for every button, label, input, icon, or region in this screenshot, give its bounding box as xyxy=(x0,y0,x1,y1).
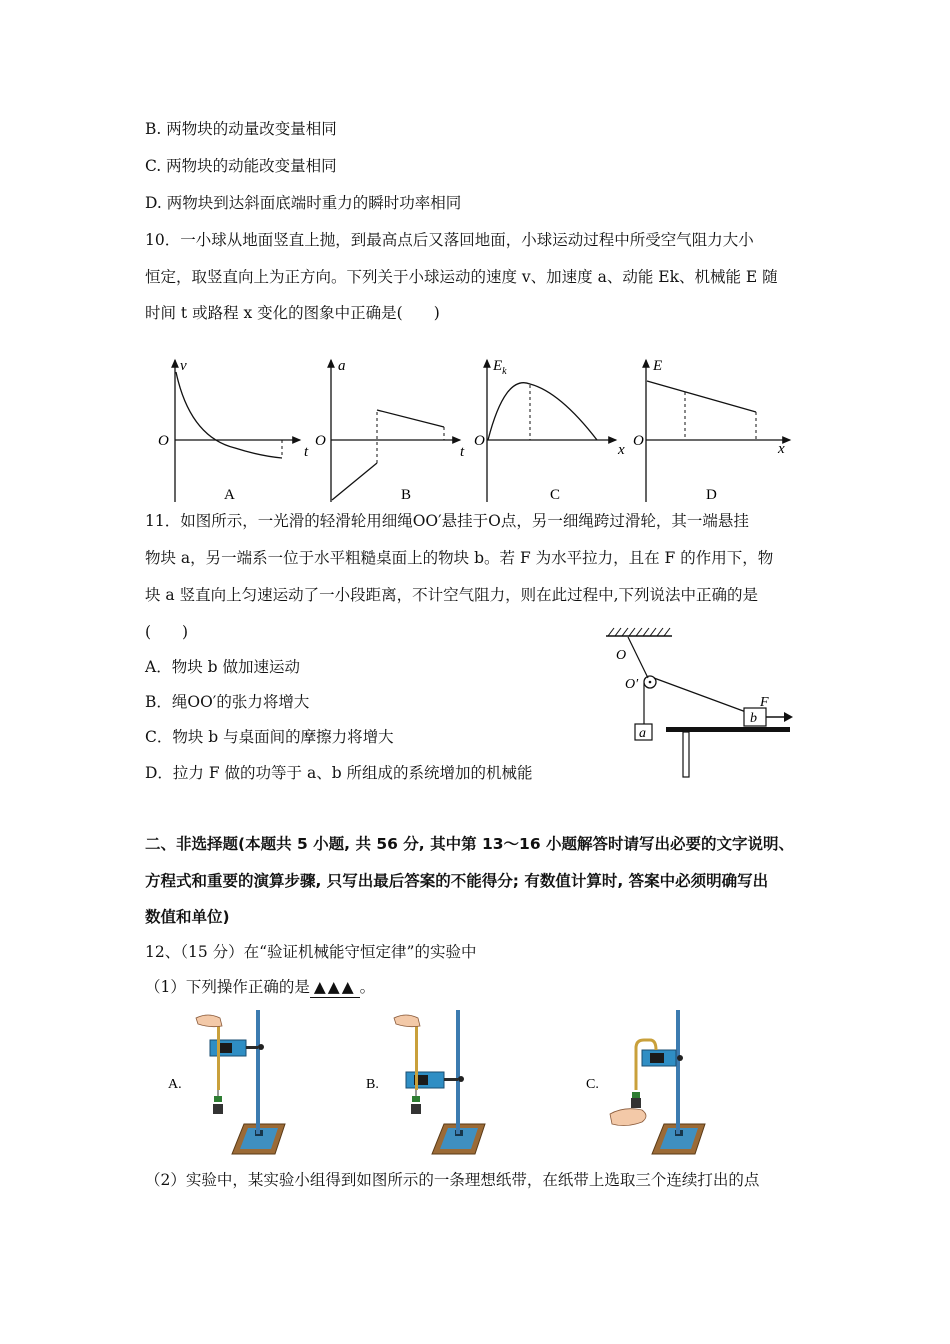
q11-option-a: A．物块 b 做加速运动 xyxy=(145,658,300,676)
section2-line1: 二、非选择题(本题共 5 小题, 共 56 分, 其中第 13～16 小题解答时请写出必要的文字说明、 xyxy=(145,835,795,853)
q10-stem-line2: 恒定，取竖直向上为正方向。下列关于小球运动的速度 v、加速度 a、动能 Ek、机械能 E 随 xyxy=(145,268,778,286)
svg-text:a: a xyxy=(639,726,646,741)
q10-stem-line1: 10．一小球从地面竖直上抛，到最高点后又落回地面，小球运动过程中所受空气阻力大小 xyxy=(145,231,754,249)
q9-option-d: D. 两物块到达斜面底端时重力的瞬时功率相同 xyxy=(145,194,462,212)
graph-b-x-label: t xyxy=(460,444,465,460)
q12-part1-blank: ▲▲▲ xyxy=(310,977,360,998)
q11-option-d: D．拉力 F 做的功等于 a、b 所组成的系统增加的机械能 xyxy=(145,764,533,782)
q9-option-c: C. 两物块的动能改变量相同 xyxy=(145,157,337,175)
q11-option-b: B．绳OO′的张力将增大 xyxy=(145,693,310,711)
graph-d-line xyxy=(647,381,756,412)
graph-b xyxy=(315,358,465,503)
table-leg xyxy=(683,732,689,777)
graph-a xyxy=(158,358,309,503)
section2-line2: 方程式和重要的演算步骤, 只写出最后答案的不能得分; 有数值计算时, 答案中必须明确写出 xyxy=(145,872,769,890)
graph-a-y-label: v xyxy=(180,358,187,374)
q12-part1 xyxy=(145,977,375,998)
graph-b-segment-down xyxy=(377,410,444,427)
graph-c xyxy=(474,358,625,503)
q11-option-c: C．物块 b 与桌面间的摩擦力将增大 xyxy=(145,728,394,746)
svg-text:B.: B. xyxy=(366,1077,379,1092)
section2-line3: 数值和单位) xyxy=(145,908,230,926)
q11-bracket: ( ) xyxy=(145,623,189,641)
q11-stem-line3: 块 a 竖直向上匀速运动了一小段距离，不计空气阻力，则在此过程中,下列说法中正确的是 xyxy=(145,586,759,604)
q11-stem-line1: 11．如图所示，一光滑的轻滑轮用细绳OO′悬挂于O点，另一细绳跨过滑轮，其一端悬挂 xyxy=(145,512,749,530)
svg-text:A.: A. xyxy=(168,1077,182,1092)
q12-apparatus-figures xyxy=(160,1006,720,1164)
graph-d-origin: O xyxy=(633,433,644,449)
q11-stem-line2: 物块 a，另一端系一位于水平粗糙桌面上的物块 b。若 F 为水平拉力，且在 F 的作用下，物 xyxy=(145,549,774,567)
q10-graphs xyxy=(150,352,800,508)
graph-b-origin: O xyxy=(315,433,326,449)
graph-d-y-label: E xyxy=(653,358,663,374)
svg-text:C.: C. xyxy=(586,1077,599,1092)
apparatus-c xyxy=(586,1010,705,1154)
graph-a-curve xyxy=(176,372,282,458)
graph-c-y-label: $E_k$ xyxy=(493,358,507,377)
q10-stem-line3: 时间 t 或路程 x 变化的图象中正确是( ) xyxy=(145,304,440,322)
q12-part2: （2）实验中，某实验小组得到如图所示的一条理想纸带，在纸带上选取三个连续打出的点 xyxy=(145,1171,760,1189)
label-o-prime: O′ xyxy=(625,677,639,692)
graph-b-segment-up xyxy=(332,463,377,500)
graph-b-letter: B xyxy=(401,487,412,503)
q11-pulley-figure xyxy=(598,626,798,782)
q12-title: 12、（15 分）在“验证机械能守恒定律”的实验中 xyxy=(145,943,477,961)
graph-c-origin: O xyxy=(474,433,485,449)
graph-b-y-label: a xyxy=(338,358,346,374)
apparatus-a xyxy=(168,1010,285,1154)
rope-oo xyxy=(628,637,648,678)
q12-part1-suffix: 。 xyxy=(359,978,376,996)
label-o: O xyxy=(616,648,627,663)
graph-d xyxy=(633,358,790,503)
apparatus-b xyxy=(366,1010,485,1154)
graph-a-origin: O xyxy=(158,433,169,449)
graph-d-letter: D xyxy=(706,487,717,503)
label-f: F xyxy=(760,695,769,710)
svg-text:b: b xyxy=(750,711,757,726)
rope-to-b xyxy=(654,678,746,712)
graph-a-letter: A xyxy=(224,487,235,503)
table-top xyxy=(666,727,790,732)
graph-a-x-label: t xyxy=(304,444,309,460)
graph-c-letter: C xyxy=(550,487,561,503)
graph-c-curve xyxy=(488,383,597,440)
graph-d-x-label: x xyxy=(778,441,785,457)
q12-part1-prefix: （1）下列操作正确的是 xyxy=(145,978,310,996)
q9-option-b: B. 两物块的动量改变量相同 xyxy=(145,120,337,138)
graph-c-x-label: x xyxy=(618,442,625,458)
